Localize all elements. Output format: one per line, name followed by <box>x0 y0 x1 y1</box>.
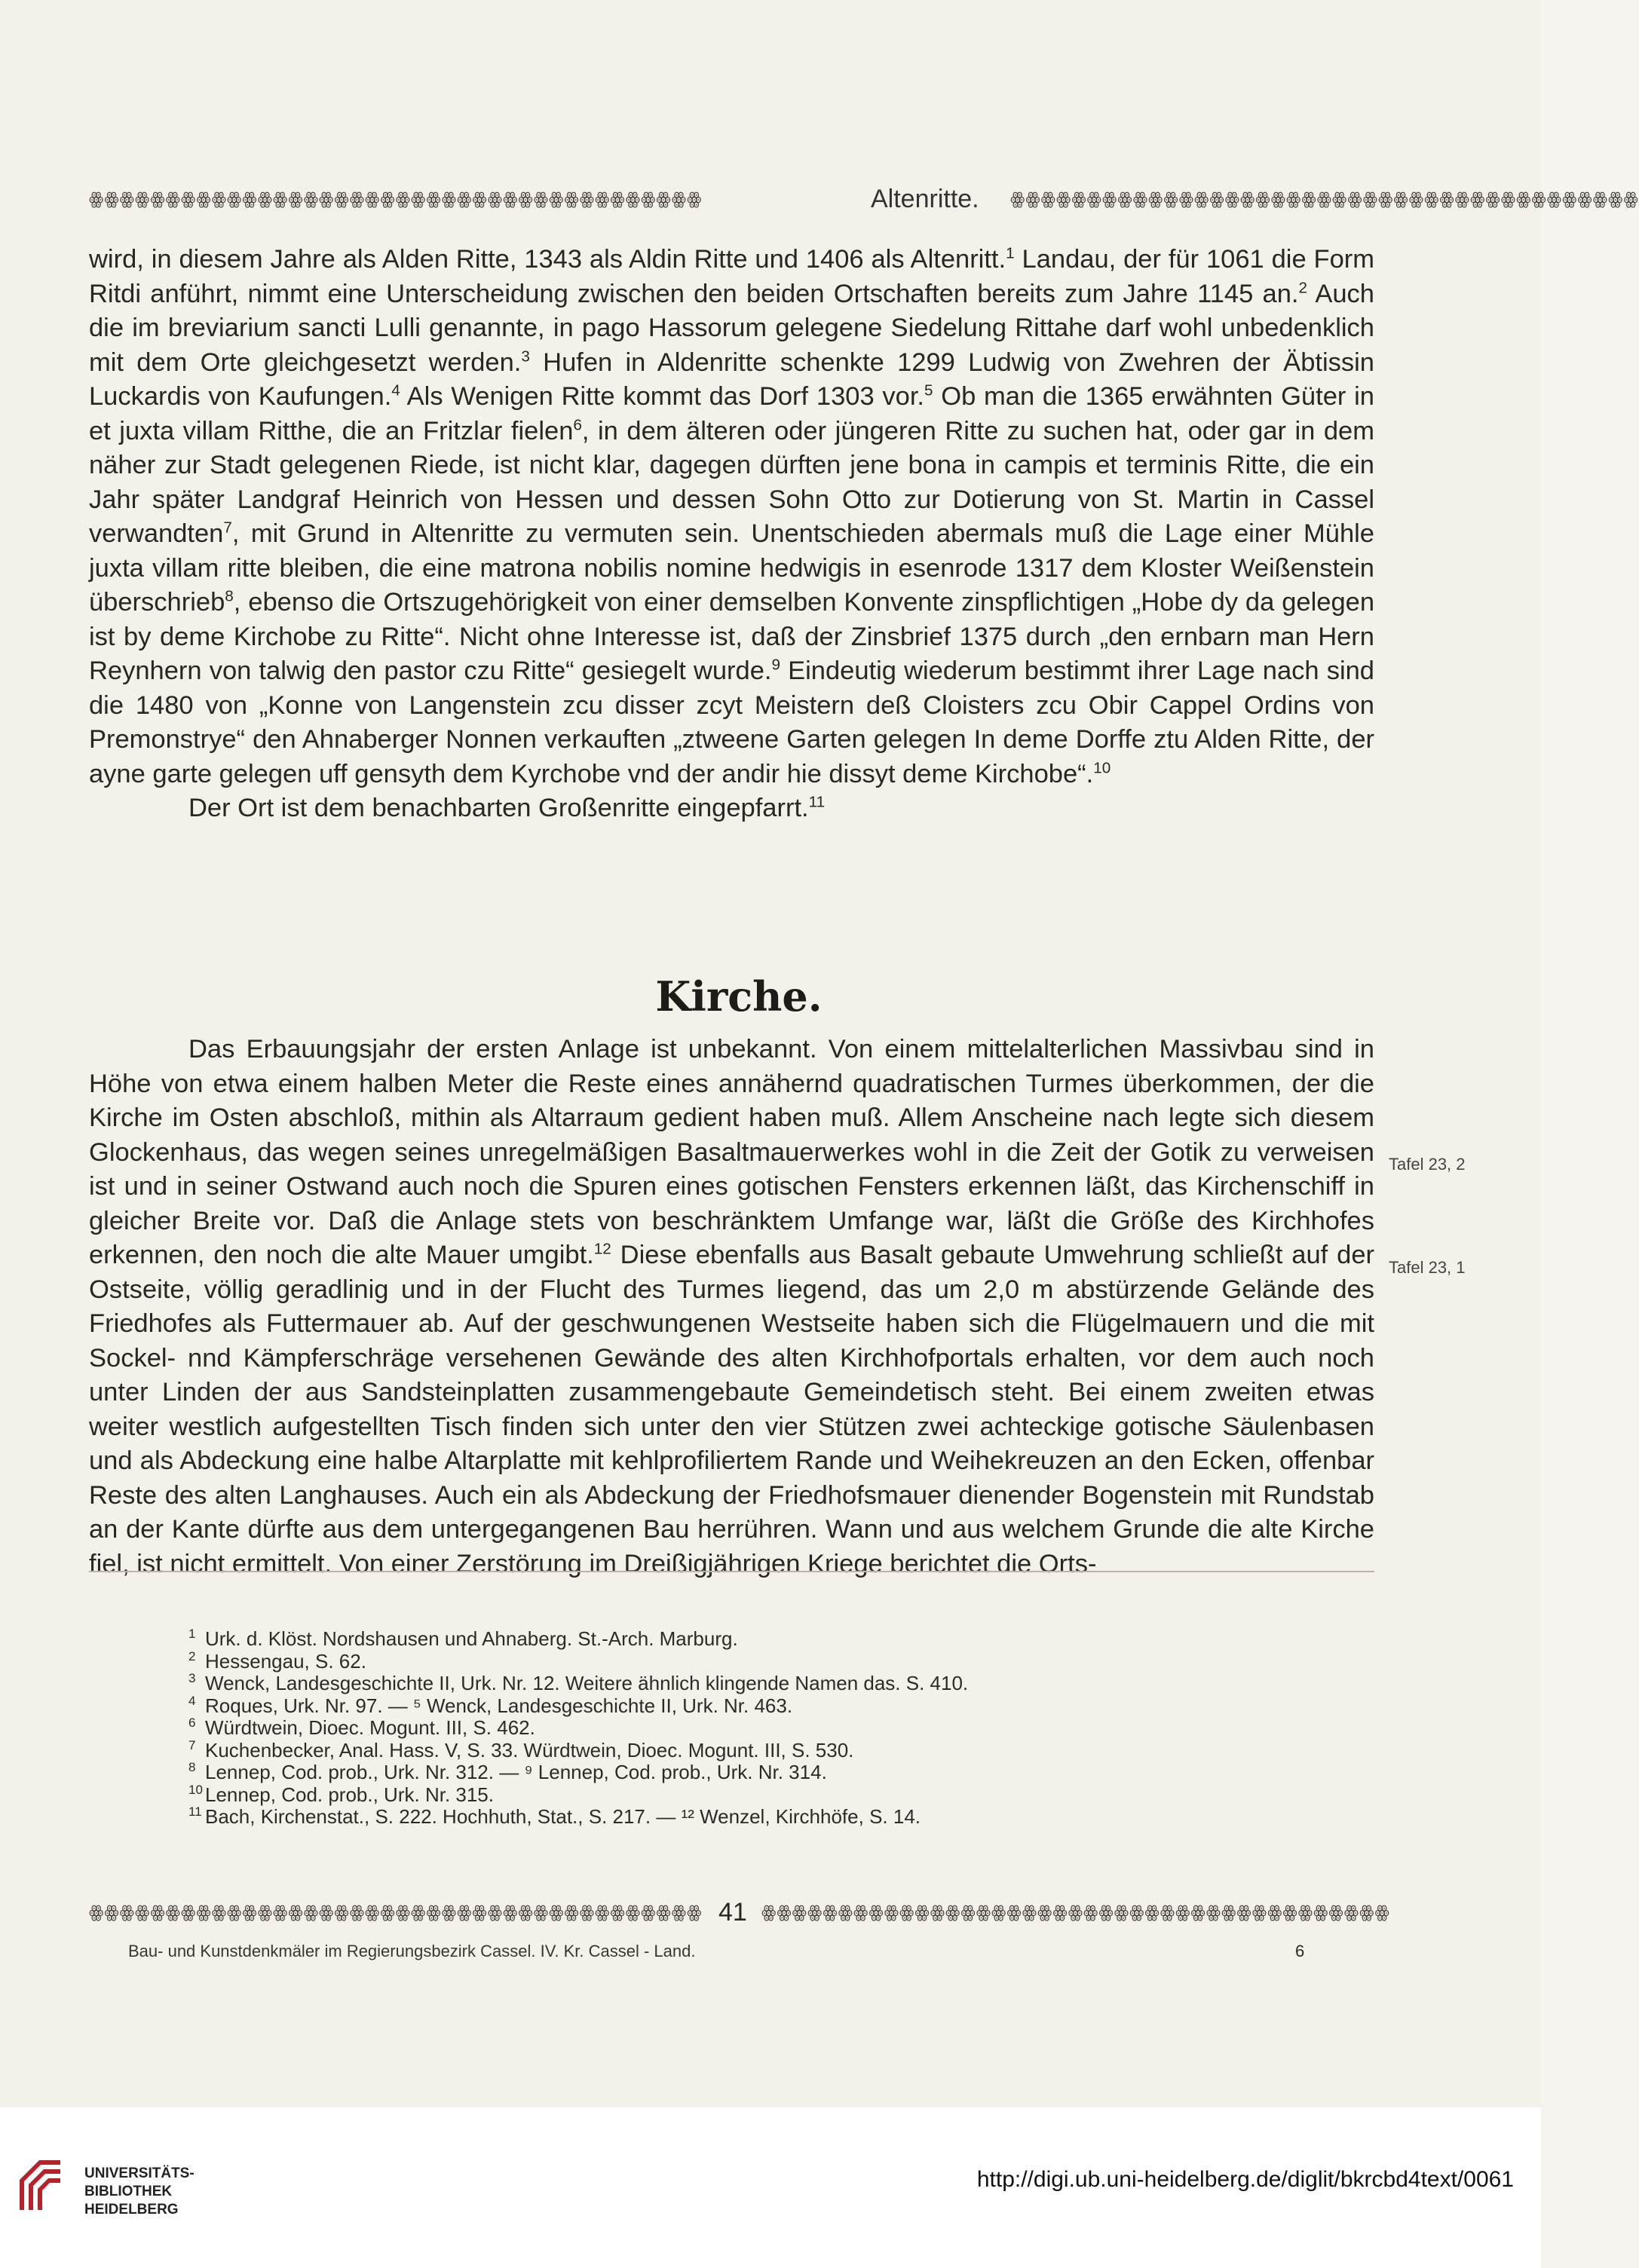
footnote: 8 Lennep, Cod. prob., Urk. Nr. 312. — ⁹ Lennep, Cod. prob., Urk. Nr. 314. <box>188 1760 827 1783</box>
footnote: 2 Hessengau, S. 62. <box>188 1648 366 1673</box>
signature-mark: 6 <box>1295 1942 1305 1960</box>
footnotes <box>188 1628 1319 1829</box>
footnote: 6 Würdtwein, Dioec. Mogunt. III, S. 462. <box>188 1716 535 1739</box>
series-line: Bau- und Kunstdenkmäler im Regierungsbezirk Cassel. IV. Kr. Cassel - Land. <box>128 1942 696 1960</box>
paragraph: wird, in diesem Jahre als Alden Ritte, 1343 als Aldin Ritte und 1406 als Altenritt.$^1$ Landau, der für 1061 die Form Ritdi anführt, nimmt eine Unterscheidung zwischen den beiden Ortschaften bereits zum Jahre 1145 an.$^2$ Auch die im breviarium sancti Lulli genannte, in pago Hassorum gelegene Siedelung Rittahe darf wohl unbedenklich mit dem Orte gleichgesetzt werden.$^3$ Hufen in Aldenritte schenkte 1299 Ludwig von Zwehren der Äbtissin Luckardis von Kaufungen.$^4$ Als Wenigen Ritte kommt das Dorf 1303 vor.$^5$ Ob man die 1365 erwähnten Güter in et juxta villam Ritthe, die an Fritzlar fielen$^6$, in dem älteren oder jüngeren Ritte zu suchen hat, oder gar in dem näher zur Stadt gelegenen Riede, ist nicht klar, dagegen dürften jene bona in campis et terminis Ritte, die ein Jahr später Landgraf Heinrich von Hessen und dessen Sohn Otto zur Dotierung von St. Martin in Cassel verwandten$^7$, mit Grund in Altenritte zu vermuten sein. Unentschieden abermals muß die Lage einer Mühle juxta villam ritte bleiben, die eine matrona nobilis nomine hedwigis in esenrode 1317 dem Kloster Weißenstein überschrieb$^8$, ebenso die Ortszugehörigkeit von einer demselben Konvente zinspflichtigen „Hobe dy da gelegen ist by deme Kirchobe zu Ritte“. Nicht ohne Interesse ist, daß der Zinsbrief 1375 durch „den ernbarn man Hern Reynhern von talwig den pastor czu Ritte“ gesiegelt wurde.$^9$ Eindeutig wiederum bestimmt ihrer Lage nach sind die 1480 von „Konne von Langenstein zcu disser zcyt Meistern deß Cloisters zcu Obir Cappel Ordins von Premonstrye“ den Ahnaberger Nonnen verkauften „ztweene Garten gelegen In deme Dorffe ztu Alden Ritte, der ayne garte gelegen uff gensyth dem Kyrchobe vnd der andir hie dissyt deme Kirchobe“.$^{10}$ <box>89 244 1374 788</box>
footnote: 3 Wenck, Landesgeschichte II, Urk. Nr. 12. Weitere ähnlich klingende Namen das. S. 410. <box>188 1671 969 1694</box>
footnote: 11 Bach, Kirchenstat., S. 222. Hochhuth, Stat., S. 217. — ¹² Wenzel, Kirchhöfe, S. 14. <box>188 1804 921 1828</box>
footnote-ref: 1 <box>1006 244 1015 262</box>
footnote-ref: 12 <box>593 1240 611 1258</box>
permalink-url[interactable]: http://digi.ub.uni-heidelberg.de/diglit/bkrcbd4text/0061 <box>976 2167 1514 2192</box>
footnote-ref: 2 <box>1298 279 1308 296</box>
paragraph: Das Erbauungsjahr der ersten Anlage ist unbekannt. Von einem mittelalterlichen Massivbau sind in Höhe von etwa einem halben Meter die Reste eines annähernd quadratischen Turmes überkommen, der die Kirche im Osten abschloß, mithin als Altarraum gedient haben muß. Allem Anscheine nach legte sich diesem Glockenhaus, das wegen seines unregelmäßigen Basaltmauerwerkes wohl in die Zeit der Gotik zu verweisen ist und in seiner Ostwand auch noch die Spuren eines gotischen Fensters erkennen läßt, das Kirchenschiff in gleicher Breite vor. Daß die Anlage stets von beschränktem Umfange war, läßt die Größe des Kirchhofes erkennen, den noch die alte Mauer umgibt.$^{12}$ Diese ebenfalls aus Basalt gebaute Umwehrung schließt auf der Ostseite, völlig geradlinig und in der Flucht des Turmes liegend, das um 2,0 m abstürzende Gelände des Friedhofes als Futtermauer ab. Auf der geschwungenen Westseite haben sich die Flügelmauern und die mit Sockel- nnd Kämpferschräge versehenen Gewände des alten Kirchhofportals erhalten, vor dem auch noch unter Linden der aus Sandsteinplatten zusammengebaute Gemeindetisch steht. Bei einem zweiten etwas weiter westlich aufgestellten Tisch finden sich unter den vier Stützen zwei achteckige gotische Säulenbasen und als Abdeckung eine halbe Altarplatte mit kehlprofiliertem Rande und Weihekreuzen an den Ecken, offenbar Reste des alten Langhauses. Auch ein als Abdeckung der Friedhofsmauer dienender Bogenstein mit Rundstab an der Kante dürfte aus dem untergegangenen Bau herrühren. Wann und aus welchem Grunde die alte Kirche fiel, ist nicht ermittelt. Von einer Zerstörung im Dreißigjährigen Kriege berichtet die Orts- <box>89 1035 1374 1578</box>
footnote-ref: 9 <box>771 656 781 674</box>
footnote-rule <box>89 1571 1374 1572</box>
section-text <box>89 1033 1374 1581</box>
footnote: 7 Kuchenbecker, Anal. Hass. V, S. 33. Würdtwein, Dioec. Mogunt. III, S. 530. <box>188 1737 854 1761</box>
margin-note: Tafel 23, 1 <box>1389 1258 1466 1277</box>
margin-note: Tafel 23, 2 <box>1389 1155 1466 1174</box>
header-ornament-left: ꙮꙮꙮꙮꙮꙮꙮꙮꙮꙮꙮꙮꙮꙮꙮꙮꙮꙮꙮꙮꙮꙮꙮꙮꙮꙮꙮꙮꙮꙮꙮꙮꙮꙮꙮꙮꙮꙮꙮꙮ <box>89 190 703 209</box>
page-number: 41 <box>718 1898 747 1927</box>
header-ornament-right: ꙮꙮꙮꙮꙮꙮꙮꙮꙮꙮꙮꙮꙮꙮꙮꙮꙮꙮꙮꙮꙮꙮꙮꙮꙮꙮꙮꙮꙮꙮꙮꙮꙮꙮꙮꙮꙮꙮꙮꙮꙮ <box>1010 190 1639 209</box>
footnote-ref: 7 <box>223 519 232 537</box>
footnote-ref: 4 <box>391 381 400 399</box>
library-name: UNIVERSITÄTS- BIBLIOTHEK HEIDELBERG <box>84 2165 195 2217</box>
footnote: 4 Roques, Urk. Nr. 97. — ⁵ Wenck, Landesgeschichte II, Urk. Nr. 463. <box>188 1693 793 1717</box>
footnote-ref: 8 <box>225 587 234 605</box>
footnote-ref: 10 <box>1093 759 1111 776</box>
footnote: 1 Urk. d. Klöst. Nordshausen und Ahnaberg. St.-Arch. Marburg. <box>188 1627 738 1650</box>
footer-ornament-right: ꙮꙮꙮꙮꙮꙮꙮꙮꙮꙮꙮꙮꙮꙮꙮꙮꙮꙮꙮꙮꙮꙮꙮꙮꙮꙮꙮꙮꙮꙮꙮꙮꙮꙮꙮꙮꙮꙮꙮꙮꙮ <box>761 1903 1390 1922</box>
footnote-ref: 3 <box>521 347 530 365</box>
footer-ornament-left: ꙮꙮꙮꙮꙮꙮꙮꙮꙮꙮꙮꙮꙮꙮꙮꙮꙮꙮꙮꙮꙮꙮꙮꙮꙮꙮꙮꙮꙮꙮꙮꙮꙮꙮꙮꙮꙮꙮꙮꙮ <box>89 1903 703 1922</box>
paragraph: Der Ort ist dem benachbarten Großenritte eingepfarrt.$^{11}$ <box>188 793 826 822</box>
footnote: 10 Lennep, Cod. prob., Urk. Nr. 315. <box>188 1782 494 1806</box>
footnote-ref: 6 <box>573 416 582 433</box>
section-heading: Kirche. <box>655 972 823 1021</box>
footnote-ref: 11 <box>808 793 826 811</box>
library-logo-icon <box>17 2157 63 2211</box>
intro-text <box>89 243 1374 826</box>
footnote-ref: 5 <box>924 381 933 399</box>
running-title: Altenritte. <box>871 185 979 213</box>
